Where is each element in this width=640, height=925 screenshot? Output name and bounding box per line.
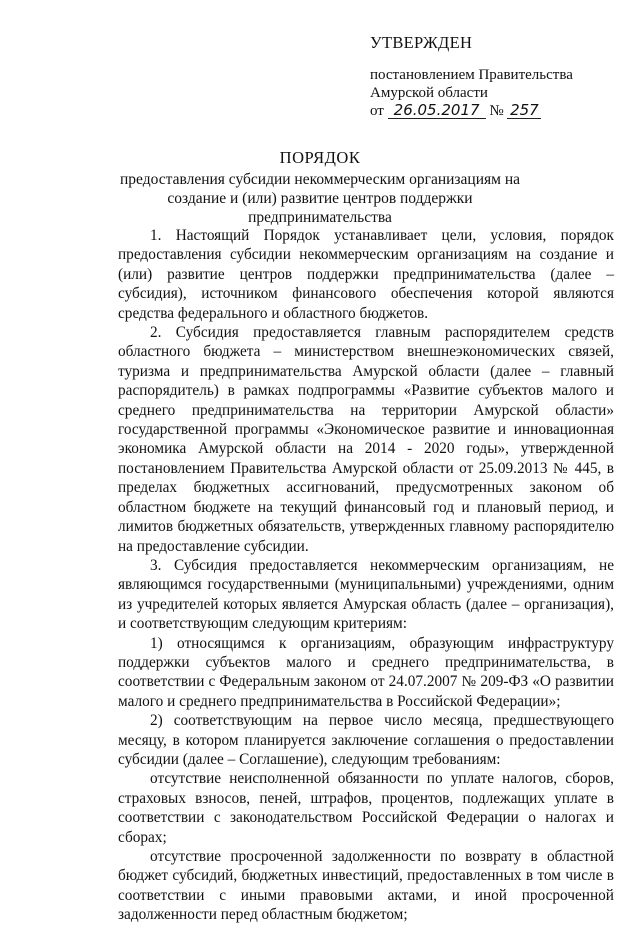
handwritten-date: 26.05.2017 <box>388 103 486 119</box>
document-body <box>118 226 614 925</box>
paragraph-3-item-1: 1) относящимся к организациям, образующим инфраструктуру поддержки субъектов малого и среднего предпринимательства, в соответствии с Федеральным законом от 24.07.2007 № 209-ФЗ «О развитии малого и среднего предпринимательства в Российской Федерации»; <box>118 634 614 710</box>
document-title: ПОРЯДОК <box>279 148 361 167</box>
paragraph-2: 2. Субсидия предоставляется главным распорядителем средств областного бюджета – министерством внешнеэкономических связей, туризма и предпринимательства Амурской области (далее – главный распорядитель) в рамках подпрограммы «Развитие субъектов малого и среднего предпринимательства на территории Амурской области» государственной программы «Экономическое развитие и инновационная экономика Амурской области на 2014 - 2020 годы», утвержденной постановлением Правительства Амурской области от 25.09.2013 № 445, в пределах бюджетных ассигнований, предусмотренных законом об областном бюджете на текущий финансовый год и плановый период, и лимитов бюджетных обязательств, утвержденных главному распорядителю на предоставление субсидии. <box>118 324 614 555</box>
approval-date-line <box>370 102 620 120</box>
approval-line-1: постановлением Правительства <box>370 67 573 83</box>
document-subtitle: предоставления субсидии некоммерческим организациям на создание и (или) развитие центров поддержки предпринимательства <box>120 171 521 226</box>
approval-block <box>370 34 620 120</box>
approval-line-2: Амурской области <box>370 85 488 101</box>
paragraph-1: 1. Настоящий Порядок устанавливает цели, условия, порядок предоставления субсидии некоммерческим организациям на создание и (или) развитие центров поддержки предпринимательства (далее – субсидия), источником финансового обеспечения которой являются средства федерального и областного бюджетов. <box>118 227 614 322</box>
approval-heading: УТВЕРЖДЕН <box>370 33 473 52</box>
requirement-taxes: отсутствие неисполненной обязанности по уплате налогов, сборов, страховых взносов, пеней, штрафов, процентов, подлежащих уплате в соответствии с законодательством Российской Федерации о налогах и сборах; <box>118 770 614 846</box>
paragraph-3-item-2: 2) соответствующим на первое число месяца, предшествующего месяцу, в котором планируется заключение соглашения о предоставлении субсидии (далее – Соглашение), следующим требованиям: <box>118 712 614 768</box>
requirement-debt: отсутствие просроченной задолженности по возврату в областной бюджет субсидий, бюджетных инвестиций, предоставленных в том числе в соответствии с иными правовыми актами, и иной просроченной задолженности перед областным бюджетом; <box>118 848 614 924</box>
paragraph-3: 3. Субсидия предоставляется некоммерческим организациям, не являющимся государственными (муниципальными) учреждениями, одним из учредителей которых является Амурская область (далее – организация), и соответствующим следующим критериям: <box>118 556 614 633</box>
number-sign: № <box>489 103 504 119</box>
date-prefix: от <box>370 103 384 119</box>
handwritten-number: 257 <box>507 103 541 119</box>
